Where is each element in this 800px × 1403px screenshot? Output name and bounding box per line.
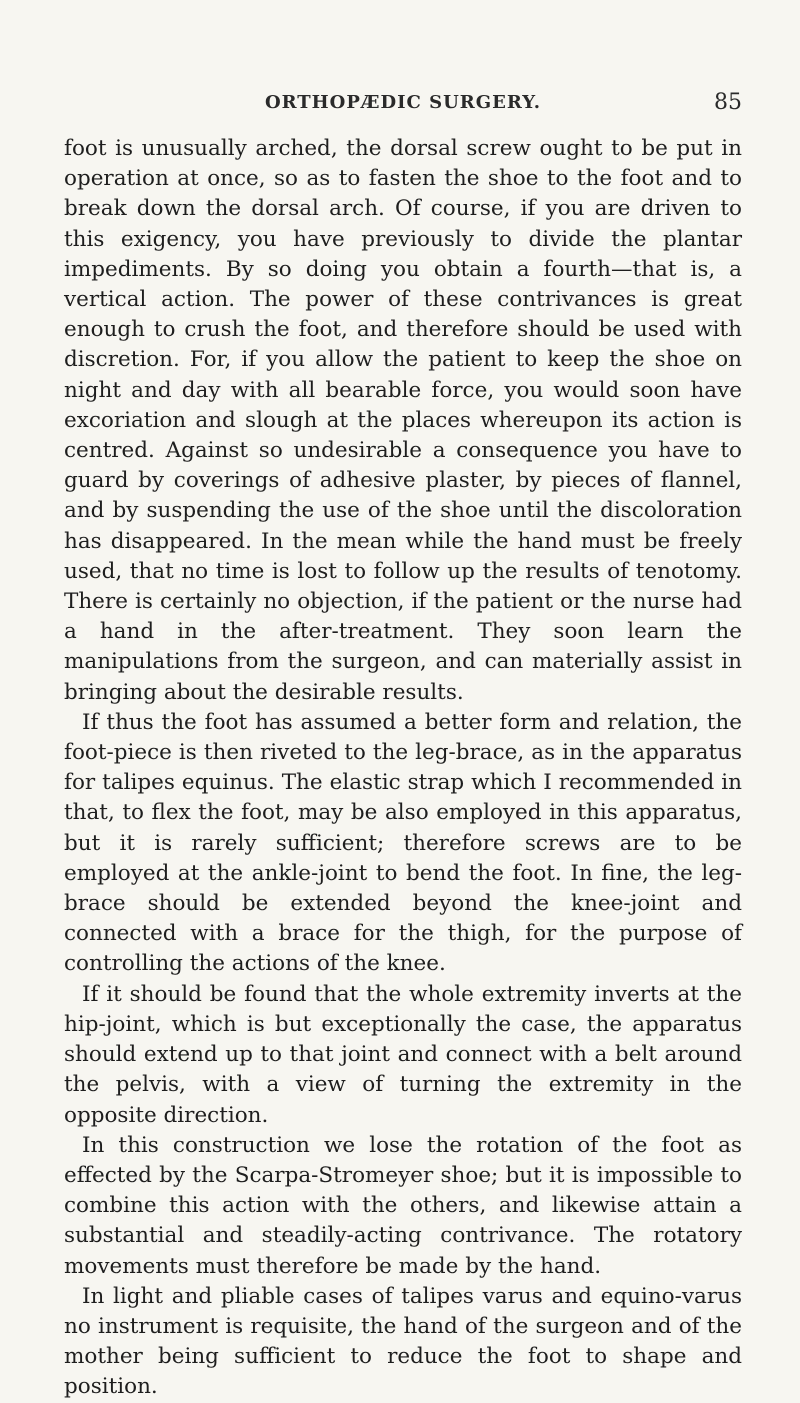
running-header <box>64 92 742 122</box>
running-title: ORTHOPÆDIC SURGERY. <box>264 92 542 113</box>
paragraph-continued: foot is unusually arched, the dorsal screw ought to be put in operation at once, so as to fasten the shoe to the foot and to break down the dorsal arch. Of course, if you are driven to this exigency, you have previously to divide the plantar impediments. By so doing you obtain a fourth—that is, a vertical action. The power of these contrivances is great enough to crush the foot, and therefore should be used with discretion. For, if you allow the patient to keep the shoe on night and day with all bearable force, you would soon have excoriation and slough at the places whereupon its action is centred. Against so undesirable a consequence you have to guard by coverings of adhesive plaster, by pieces of flannel, and by suspending the use of the shoe until the discoloration has disappeared. In the mean while the hand must be freely used, that no time is lost to follow up the results of tenotomy. There is certainly no objection, if the patient or the nurse had a hand in the after-treatment. They soon learn the manipulations from the surgeon, and can materially assist in bringing about the desirable results. <box>64 136 742 705</box>
book-page <box>64 92 742 1403</box>
paragraph: If it should be found that the whole extremity inverts at the hip-joint, which is but exceptionally the case, the apparatus should extend up to that joint and connect with a belt around the pelvis, with a view of turning the extremity in the opposite direction. <box>64 981 742 1128</box>
paragraph: In this construction we lose the rotation of the foot as effected by the Scarpa-Stromeyer shoe; but it is impossible to combine this action with the others, and likewise attain a substantial and steadily-acting contrivance. The rotatory movements must therefore be made by the hand. <box>64 1132 742 1279</box>
body-text <box>64 134 742 1403</box>
page-number: 85 <box>714 90 742 115</box>
paragraph: If thus the foot has assumed a better form and relation, the foot-piece is then riveted to the leg-brace, as in the apparatus for talipes equinus. The elastic strap which I recommended in that, to flex the foot, may be also employed in this apparatus, but it is rarely sufficient; therefore screws are to be employed at the ankle-joint to bend the foot. In fine, the leg-brace should be extended beyond the knee-joint and connected with a brace for the thigh, for the purpose of controlling the actions of the knee. <box>64 709 742 977</box>
paragraph: In light and pliable cases of talipes varus and equino-varus no instrument is requisite, the hand of the surgeon and of the mother being sufficient to reduce the foot to shape and position. <box>64 1283 742 1400</box>
